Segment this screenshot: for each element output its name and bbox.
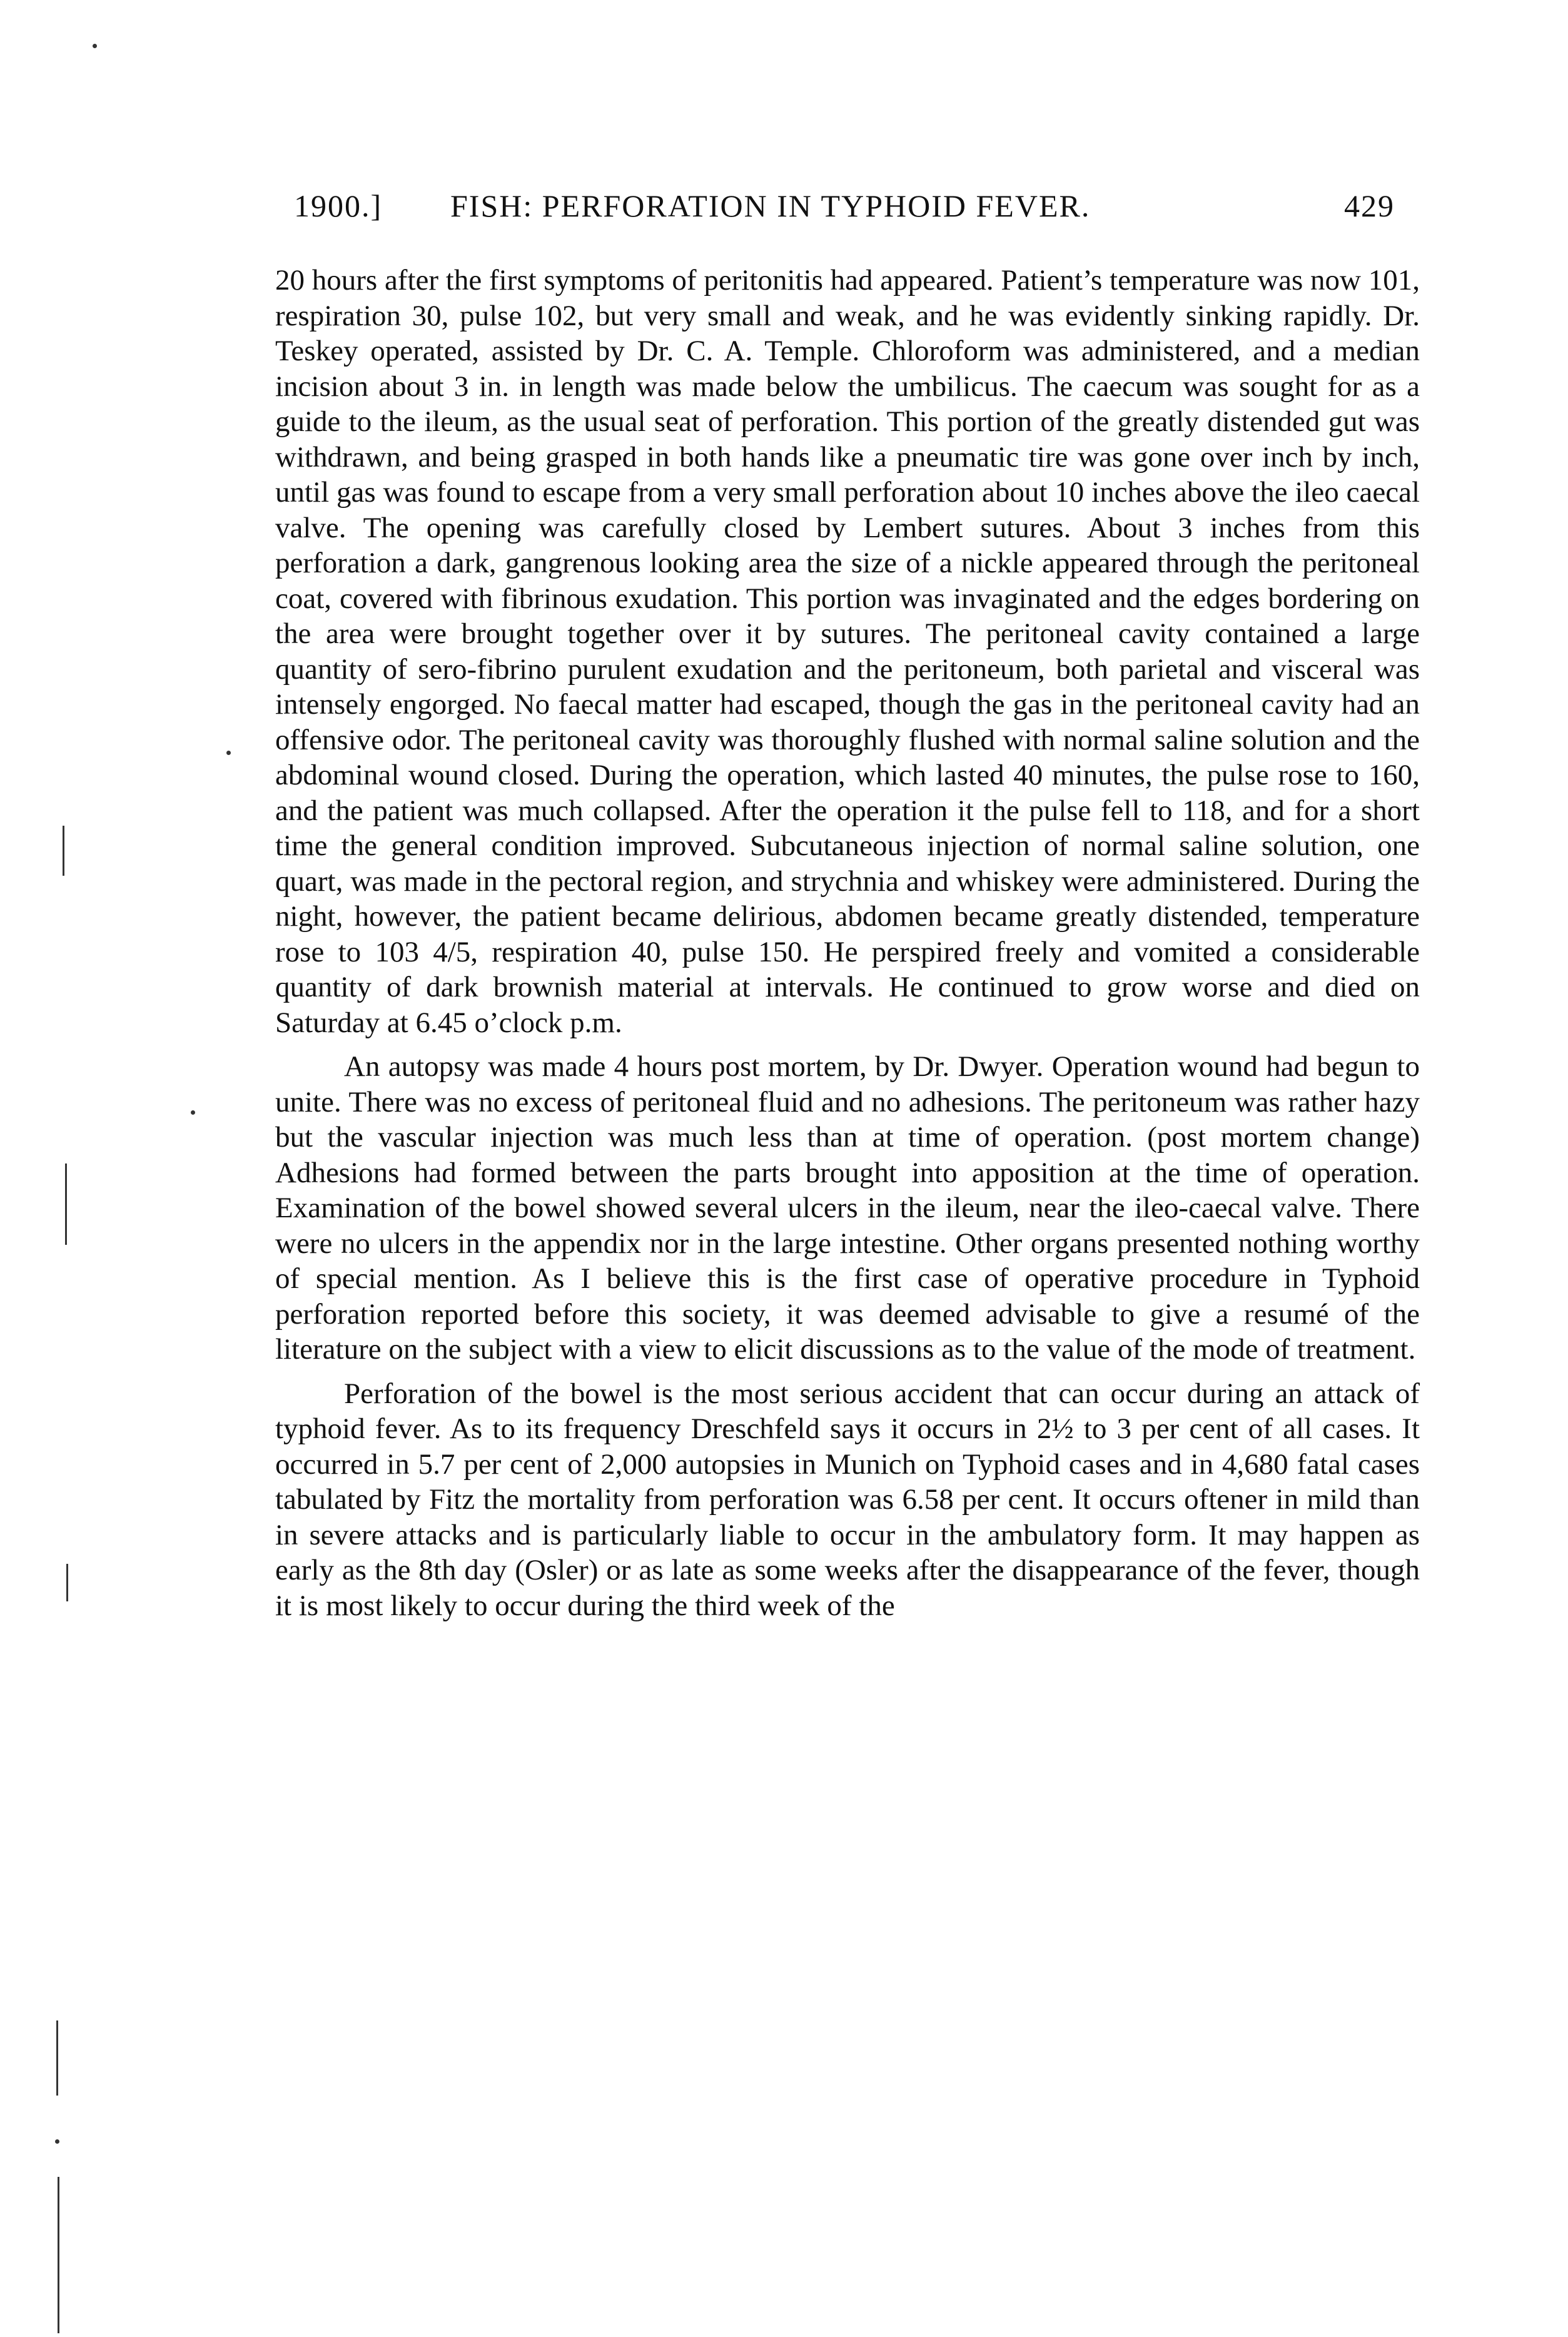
margin-speck (55, 2139, 59, 2144)
header-title: FISH: PERFORATION IN TYPHOID FEVER. (450, 188, 1091, 223)
paragraph-perforation: Perforation of the bowel is the most serious accident that can occur during an attack of typhoid fever. As to its frequency Dreschfeld says it occurs in 2½ to 3 per cent of all cases. It occurred in 5.7 per cent of 2,000 autopsies in Munich on Typhoid cases and in 4,680 fatal cases tabulated by Fitz the mortality from perforation was 6.58 per cent. It occurs oftener in mild than in severe attacks and is particularly liable to occur in the ambulatory form. It may happen as early as the 8th day (Osler) or as late as some weeks after the disappearance of the fever, though it is most likely to occur during the third week of the (275, 1377, 1420, 1622)
paragraph-autopsy: An autopsy was made 4 hours post mortem, by Dr. Dwyer. Operation wound had begun to unite. There was no excess of peritoneal fluid and no adhesions. The peritoneum was rather hazy but the vascular injection was much less than at time of operation. (post mortem change) Adhesions had formed between the parts brought into apposition at the time of operation. Examination of the bowel showed several ulcers in the ileum, near the ileo-caecal valve. There were no ulcers in the appendix nor in the large intestine. Other organs presented nothing worthy of special mention. As I believe this is the first case of operative procedure in Typhoid perforation reported before this society, it was deemed advisable to give a resumé of the literature on the subject with a view to elicit discussions as to the value of the mode of treatment. (275, 1050, 1420, 1366)
margin-speck (226, 751, 231, 755)
margin-line (65, 1163, 67, 1245)
running-head (294, 188, 1395, 238)
page-number: 429 (1344, 188, 1395, 223)
margin-line (58, 2177, 59, 2333)
header-year: 1900.] (294, 188, 383, 223)
paragraph-continued: 20 hours after the first symptoms of peritonitis had appeared. Patient’s temperature was now 101, respiration 30, pulse 102, but very small and weak, and he was evidently sinking rapidly. Dr. Teskey operated, assisted by Dr. C. A. Temple. Chloroform was administered, and a median incision about 3 in. in length was made below the umbilicus. The caecum was sought for as a guide to the ileum, as the usual seat of perforation. This portion of the greatly distended gut was withdrawn, and being grasped in both hands like a pneumatic tire was gone over inch by inch, until gas was found to escape from a very small perforation about 10 inches above the ileo caecal valve. The opening was carefully closed by Lembert sutures. About 3 inches from this perforation a dark, gangrenous looking area the size of a nickle appeared through the peritoneal coat, covered with fibrinous exudation. This portion was invaginated and the edges bordering on the area were brought together over it by sutures. The peritoneal cavity contained a large quantity of sero-fibrino purulent exudation and the peritoneum, both parietal and visceral was intensely engorged. No faecal matter had escaped, though the gas in the peritoneal cavity had an offensive odor. The peritoneal cavity was thoroughly flushed with normal saline solution and the abdominal wound closed. During the operation, which lasted 40 minutes, the pulse rose to 160, and the patient was much collapsed. After the operation it the pulse fell to 118, and for a short time the general condition improved. Subcutaneous injection of normal saline solution, one quart, was made in the pectoral region, and strychnia and whiskey were administered. During the night, however, the patient became delirious, abdomen became greatly distended, temperature rose to 103 4/5, respiration 40, pulse 150. He perspired freely and vomited a considerable quantity of dark brownish material at intervals. He continued to grow worse and died on Saturday at 6.45 o’clock p.m. (275, 264, 1420, 1039)
margin-line (63, 826, 64, 876)
margin-line (66, 1564, 68, 1601)
margin-speck (191, 1110, 195, 1115)
body-text (275, 263, 1420, 1623)
margin-line (56, 2020, 58, 2096)
margin-speck (93, 44, 97, 48)
